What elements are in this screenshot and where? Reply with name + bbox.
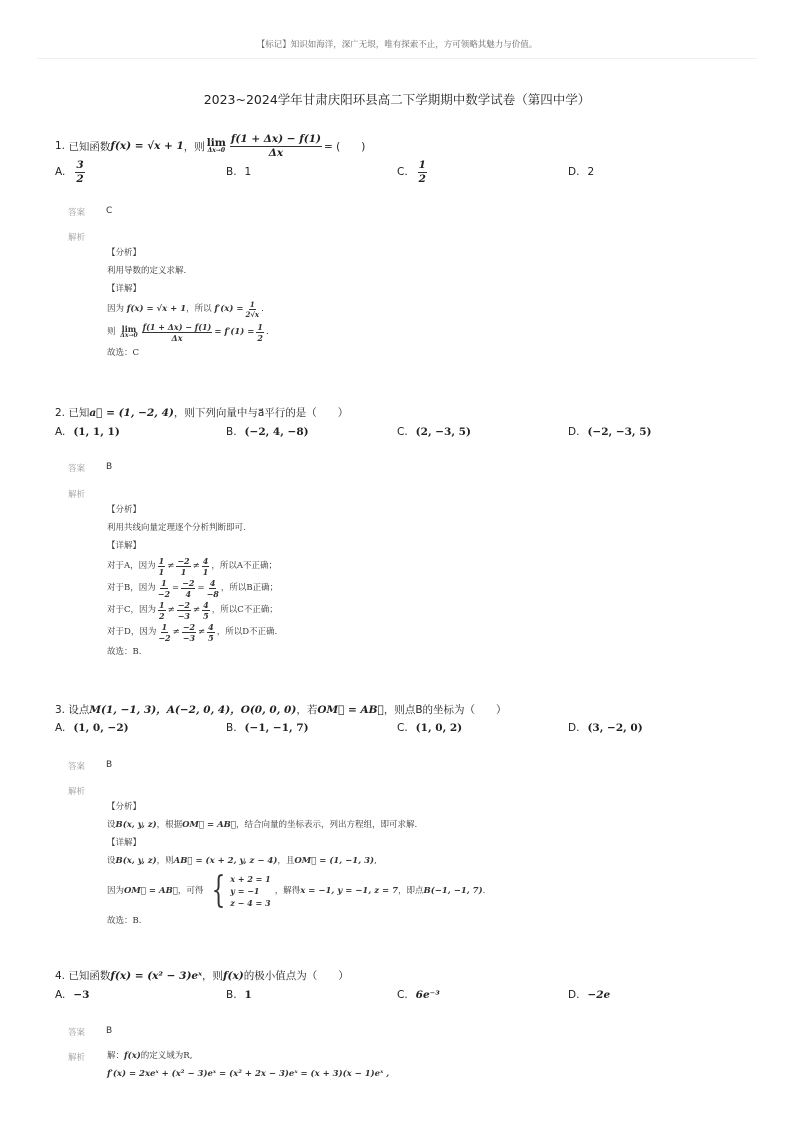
question-3 <box>55 702 755 734</box>
answer-row: 答案 B <box>68 1026 113 1038</box>
explanation: 【分析】 设 B(x, y, z) ，根据 OM⃗ = AB⃗ ，结合向量的坐标表示，列出方程组，即可求解. 【详解】 设 B(x, y, z) ，则 AB⃗ = (x + 2, y, z − 4) ，且 OM⃗ = (1, −1, 3) , 因为 OM⃗ = AB⃗ ，可得 { x + 2 = 1 y = −1 z − 4 = 3 ，解得 x = −1, y = −1, z = 7 ，即点 B(−1, −1, 7) . 故选：B. <box>107 802 486 926</box>
analysis-label: 解析 <box>68 1053 86 1063</box>
option-d[interactable]: D. (3, −2, 0) <box>568 722 643 734</box>
explanation: 【分析】 利用共线向量定理逐个分析判断即可. 【详解】 对于A，因为 $\frac{1}{1}$ ≠ $\frac{-2}{1}$ ≠ $\frac{4}{1}$ ，所以A不正确； 对于B，因为 $\frac{1}{-2}$ = $\frac{-2}{4}$ = $\frac{4}{-8}$ ，所以B正确； 对于C，因为 $\frac{1}{2}$ ≠ $\frac{-2}{-3}$ ≠ $\frac{4}{5}$ ，所以C不正确； 对于D，因为 $\frac{1}{-2}$ ≠ $\frac{-2}{-3}$ ≠ $\frac{4}{5}$ ，所以D不正确. 故选：B. <box>107 501 747 661</box>
header-divider <box>37 58 757 59</box>
options <box>55 989 755 1001</box>
answer-row: 答案 C <box>68 206 113 218</box>
option-b[interactable]: B. 1 <box>226 166 252 178</box>
option-a[interactable]: A. (1, 0, −2) <box>55 722 129 734</box>
question-stem: 3. 设点 M(1, −1, 3)，A(−2, 0, 4)，O(0, 0, 0) ，若 OM⃗ = AB⃗ ，则点B的坐标为（ ） <box>55 703 507 716</box>
option-d[interactable]: D. −2e <box>568 989 611 1001</box>
option-a[interactable]: A. (1, 1, 1) <box>55 426 120 438</box>
option-c[interactable]: C. (2, −3, 5) <box>397 426 471 438</box>
option-a[interactable]: A. $\frac{3}{2}$ <box>55 159 84 185</box>
analysis-label: 解析 <box>68 233 86 243</box>
option-c[interactable]: C. 6e⁻³ <box>397 989 440 1001</box>
option-a[interactable]: A. −3 <box>55 989 90 1001</box>
analysis-label: 解析 <box>68 787 86 797</box>
answer-row: 答案 B <box>68 462 113 474</box>
question-stem: 4. 已知函数 f(x) = (x² − 3)eˣ ，则 f(x) 的极小值点为（ ） <box>55 969 349 982</box>
question-stem: 1. 已知函数 f(x) = √x + 1 ，则 lim Δx→0 $\frac{f(1 + \Delta x) - f(1)}{\Delta x}$ = ( ) <box>55 133 366 159</box>
explanation: 【分析】 利用导数的定义求解. 【详解】 因为 f(x) = √x + 1 ，所以 f′(x) = $\frac{1}{2√x}$ . 则 lim Δx→0 $\frac{f(1 + \Delta x) - f(1)}{\Delta x}$ = f′(1) = $\frac{1}{2}$ . 故选：C <box>107 248 269 358</box>
detail-row: 对于D，因为 $\frac{1}{-2}$ ≠ $\frac{-2}{-3}$ ≠ $\frac{4}{5}$ ，所以D不正确. <box>107 621 278 643</box>
option-d[interactable]: D. (−2, −3, 5) <box>568 426 652 438</box>
option-b[interactable]: B. 1 <box>226 989 252 1001</box>
options <box>55 160 755 184</box>
options <box>55 722 755 734</box>
question-1 <box>55 134 755 184</box>
page-title: 2023~2024学年甘肃庆阳环县高二下学期期中数学试卷（第四中学） <box>203 92 591 107</box>
header-banner: 【标记】知识如海洋，深广无垠，唯有探索不止，方可领略其魅力与价值。 <box>256 40 538 50</box>
answer-row: 答案 B <box>68 760 113 772</box>
option-b[interactable]: B. (−2, 4, −8) <box>226 426 309 438</box>
detail-row: 对于A，因为 $\frac{1}{1}$ ≠ $\frac{-2}{1}$ ≠ $\frac{4}{1}$ ，所以A不正确； <box>107 555 277 577</box>
question-2 <box>55 405 755 438</box>
option-c[interactable]: C. $\frac{1}{2}$ <box>397 159 426 185</box>
question-stem: 2. 已知 a⃗ = (1, −2, 4) ，则下列向量中与a⃗平行的是（ ） <box>55 406 349 419</box>
question-4 <box>55 968 755 1001</box>
analysis-label: 解析 <box>68 490 86 500</box>
explanation: 解： f(x) 的定义域为R, f′(x) = 2xeˣ + (x² − 3)eˣ = (x² + 2x − 3)eˣ = (x + 3)(x − 1)eˣ , <box>107 1051 390 1079</box>
option-c[interactable]: C. (1, 0, 2) <box>397 722 463 734</box>
option-d[interactable]: D. 2 <box>568 166 595 178</box>
option-b[interactable]: B. (−1, −1, 7) <box>226 722 309 734</box>
detail-row: 对于B，因为 $\frac{1}{-2}$ = $\frac{-2}{4}$ = $\frac{4}{-8}$ ，所以B正确； <box>107 577 279 599</box>
detail-row: 对于C，因为 $\frac{1}{2}$ ≠ $\frac{-2}{-3}$ ≠ $\frac{4}{5}$ ，所以C不正确； <box>107 599 278 621</box>
options <box>55 426 755 438</box>
